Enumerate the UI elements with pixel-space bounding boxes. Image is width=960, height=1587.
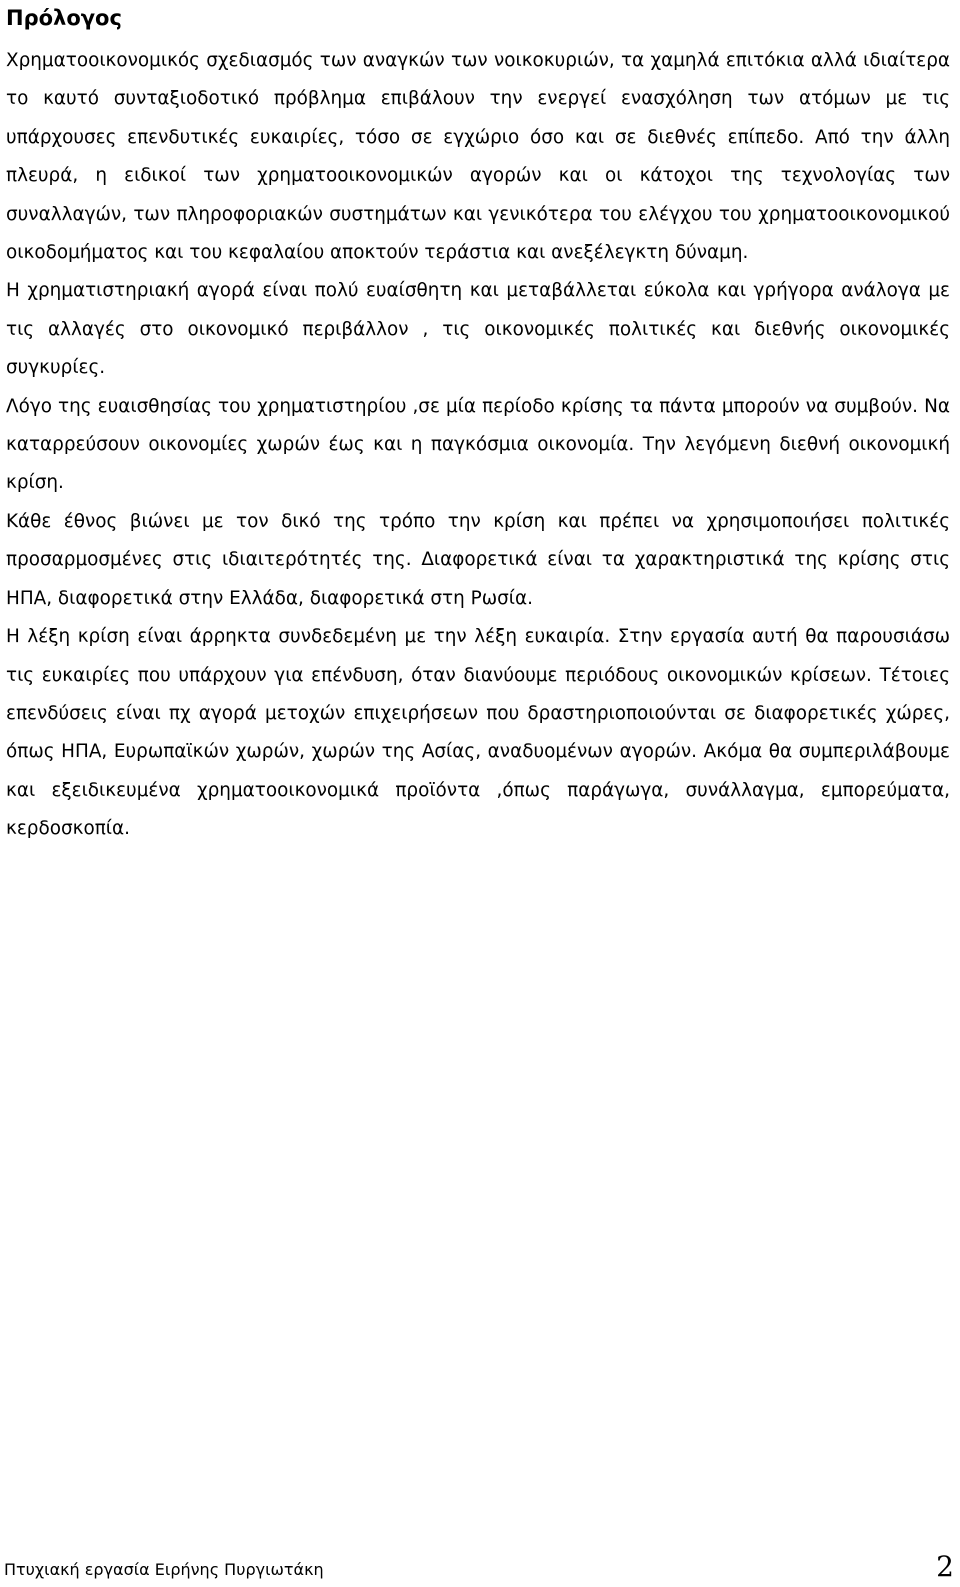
- paragraph-opportunity: Η λέξη κρίση είναι άρρηκτα συνδεδεμένη με την λέξη ευκαιρία. Στην εργασία αυτή θα παρουσιάσω τις ευκαιρίες που υπάρχουν για επένδυση, όταν διανύουμε περιόδους οικονομικών κρίσεων. Τέτοιες επενδύσεις είναι πχ αγορά μετοχών επιχειρήσεων που δραστηριοποιούνται σε διαφορετικές χώρες, όπως ΗΠΑ, Ευρωπαϊκών χωρών, χωρών της Ασίας, αναδυομένων αγορών. Ακόμα θα συμπεριλάβουμε και εξειδικευμένα χρηματοοικονομικά προϊόντα ,όπως παράγωγα, συνάλλαγμα, εμπορεύματα, κερδοσκοπία.: [6, 626, 950, 840]
- page-number: 2: [936, 1550, 954, 1583]
- footer-author: Πτυχιακή εργασία Ειρήνης Πυργιωτάκη: [4, 1560, 324, 1579]
- page-title: Πρόλογος: [6, 6, 122, 30]
- document-page: [6, 0, 950, 849]
- paragraph-intro: Χρηματοοικονομικός σχεδιασμός των αναγκών των νοικοκυριών, τα χαμηλά επιτόκια αλλά ιδιαίτερα το καυτό συνταξιοδοτικό πρόβλημα επιβάλουν την ενεργεί ενασχόληση των ατόμων με τις υπάρχουσες επενδυτικές ευκαιρίες, τόσο σε εγχώριο όσο και σε διεθνές επίπεδο. Από την άλλη πλευρά, η ειδικοί των χρηματοοικονομικών αγορών και οι κάτοχοι της τεχνολογίας των συναλλαγών, των πληροφοριακών συστημάτων και γενικότερα του ελέγχου του χρηματοοικονομικού οικοδομήματος και του κεφαλαίου αποκτούν τεράστια και ανεξέλεγκτη δύναμη.: [6, 50, 950, 264]
- paragraph-stock-market: Η χρηματιστηριακή αγορά είναι πολύ ευαίσθητη και μεταβάλλεται εύκολα και γρήγορα ανάλογα με τις αλλαγές στο οικονομικό περιβάλλον , τις οικονομικές πολιτικές και διεθνής οικονομικές συγκυρίες.: [6, 280, 950, 379]
- paragraph-nations: Κάθε έθνος βιώνει με τον δικό της τρόπο την κρίση και πρέπει να χρησιμοποιήσει πολιτικές προσαρμοσμένες στις ιδιαιτερότητές της. Διαφορετικά είναι τα χαρακτηριστικά της κρίσης στις ΗΠΑ, διαφορετικά στην Ελλάδα, διαφορετικά στη Ρωσία.: [6, 510, 950, 609]
- paragraph-sensitivity: Λόγο της ευαισθησίας του χρηματιστηρίου ,σε μία περίοδο κρίσης τα πάντα μπορούν να συμβούν. Να καταρρεύσουν οικονομίες χωρών έως και η παγκόσμια οικονομία. Την λεγόμενη διεθνή οικονομική κρίση.: [6, 395, 950, 494]
